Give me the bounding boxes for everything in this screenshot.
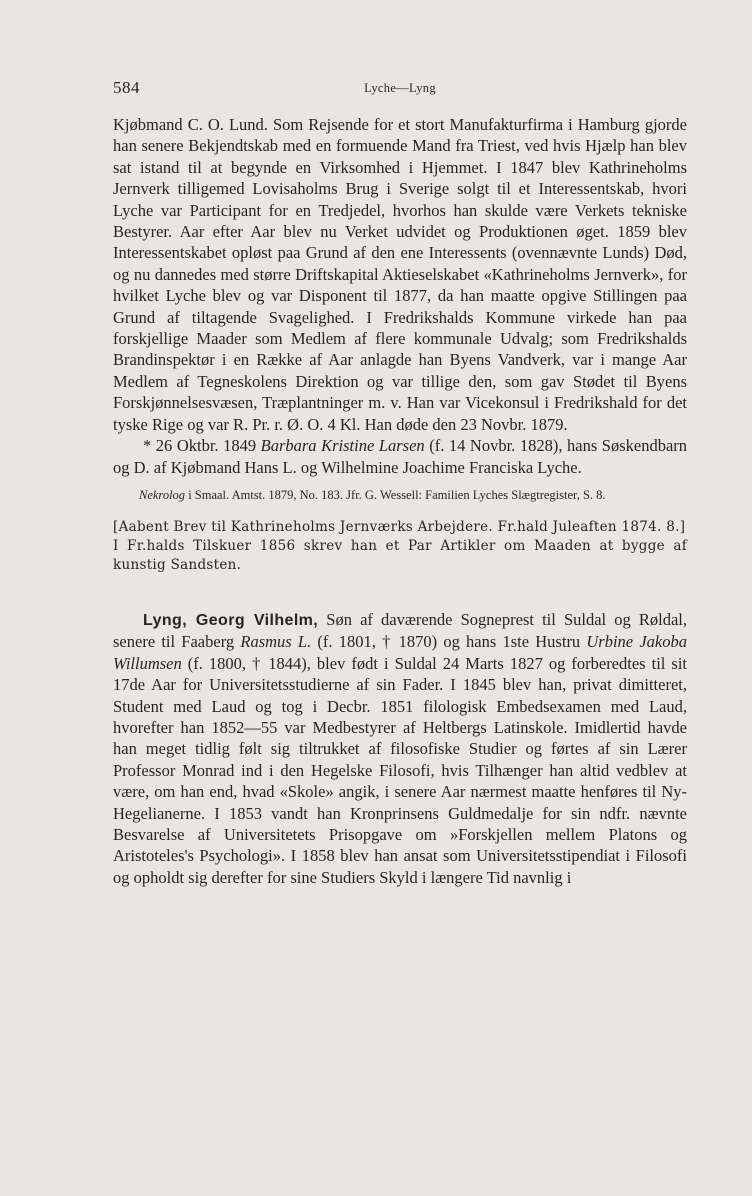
spouse-name: Barbara Kristine Larsen <box>260 436 425 456</box>
lyng-entry <box>113 609 687 888</box>
lyche-marriage-paragraph <box>113 435 687 478</box>
mother-name: Urbine Jakoba Willumsen <box>113 632 687 673</box>
running-title: Lyche—Lyng <box>364 81 436 95</box>
entry-headword: Lyng, Georg Vilhelm, <box>143 611 319 629</box>
lyng-text-2: (f. 1801, † 1870) og hans 1ste Hustru <box>311 632 587 652</box>
marriage-date: * 26 Oktbr. 1849 <box>143 436 261 456</box>
father-name: Rasmus L. <box>240 632 312 652</box>
lyche-sources <box>113 486 687 504</box>
page-body <box>113 114 687 888</box>
lyche-biography-paragraph: Kjøbmand C. O. Lund. Som Rejsende for et stort Manufakturfirma i Hamburg gjorde han senere Bekjendtskab med en formuende Mand fra Triest, ved hvis Hjælp han blev sat istand til at begynde en Virksomhed i Hjemmet. I 1847 blev Kathrineholms Jernverk tilligemed Lovisaholms Brug i Sverige solgt til et Interessentskab, hvori Lyche var Participant for en Tredjedel, hvorhos han skulde være Verkets tekniske Bestyrer. Aar efter Aar blev nu Verket udvidet og Produktionen øget. 1859 blev Interessentskabet opløst paa Grund af den ene Interessents (ovennævnte Lunds) Død, og nu dannedes med større Driftskapital Aktieselskabet «Kathrineholms Jernverk», for hvilket Lyche blev og var Disponent til 1877, da han maatte opgive Stillingen paa Grund af tiltagende Svagelighed. I Fredrikshalds Kommune virkede han paa forskjellige Maader som Medlem af flere kommunale Udvalg; som Fredrikshalds Brandinspektør i en Række af Aar anlagde han Byens Vandverk, var i mange Aar Medlem af Tegneskolens Direktion og var tillige den, som gav Stødet til Byens Forskjønnelsesvæsen, Træplantninger m. v. Han var Vicekonsul i Fredrikshald for det tyske Rige og var R. Pr. r. Ø. O. 4 Kl. Han døde den 23 Novbr. 1879. <box>113 115 687 434</box>
marriage-details: (f. 14 Novbr. 1828), hans Søskendbarn og D. af Kjøbmand Hans L. og Wilhelmine Joachime Franciska Lyche. <box>113 436 688 477</box>
lyche-work-1: [Aabent Brev til Kathrineholms Jernværks Arbejdere. Fr.hald Juleaften 1874. 8.] <box>113 518 686 535</box>
source-title: Nekrolog <box>139 487 186 502</box>
page-header <box>113 78 687 102</box>
lyche-work-2: I Fr.halds Tilskuer 1856 skrev han et Par Artikler om Maaden at bygge af kunstig Sandsten. <box>113 537 687 573</box>
source-details: i Smaal. Amtst. 1879, No. 183. Jfr. G. Wessell: Familien Lyches Slægtregister, S. 8. <box>185 487 606 502</box>
lyng-text-1: Søn af daværende Sogneprest til Suldal og Røldal, senere til Faaberg <box>113 609 688 652</box>
lyng-biography-paragraph <box>113 609 687 888</box>
page-number: 584 <box>113 78 140 97</box>
lyng-text-3: (f. 1800, † 1844), blev født i Suldal 24 Marts 1827 og forberedtes til sit 17de Aar for Universitetsstudierne af sin Fader. I 1845 blev han, privat dimitteret, Student med Laud og tog i Decbr. 1851 filologisk Embedsexamen med Laud, hvorefter han 1852—55 var Medbestyrer af Heltbergs Latinskole. Imidlertid havde han meget tidlig følt sig tiltrukket af filosofiske Studier og førtes af sin Lærer Professor Monrad ind i den Hegelske Filosofi, hvis Tilhænger han altid vedblev at være, om han end, hvad «Skole» angik, i senere Aar nærmest maatte henføres til Ny-Hegelianerne. I 1853 vandt han Kronprinsens Guldmedalje for sin ndfr. nævnte Besvarelse af Universitetets Prisopgave om »Forskjellen mellem Platons og Aristoteles's Psychologi». I 1858 blev han ansat som Universitetsstipendiat i Filosofi og opholdt sig derefter for sine Studiers Skyld i længere Tid navnlig i <box>113 653 687 887</box>
